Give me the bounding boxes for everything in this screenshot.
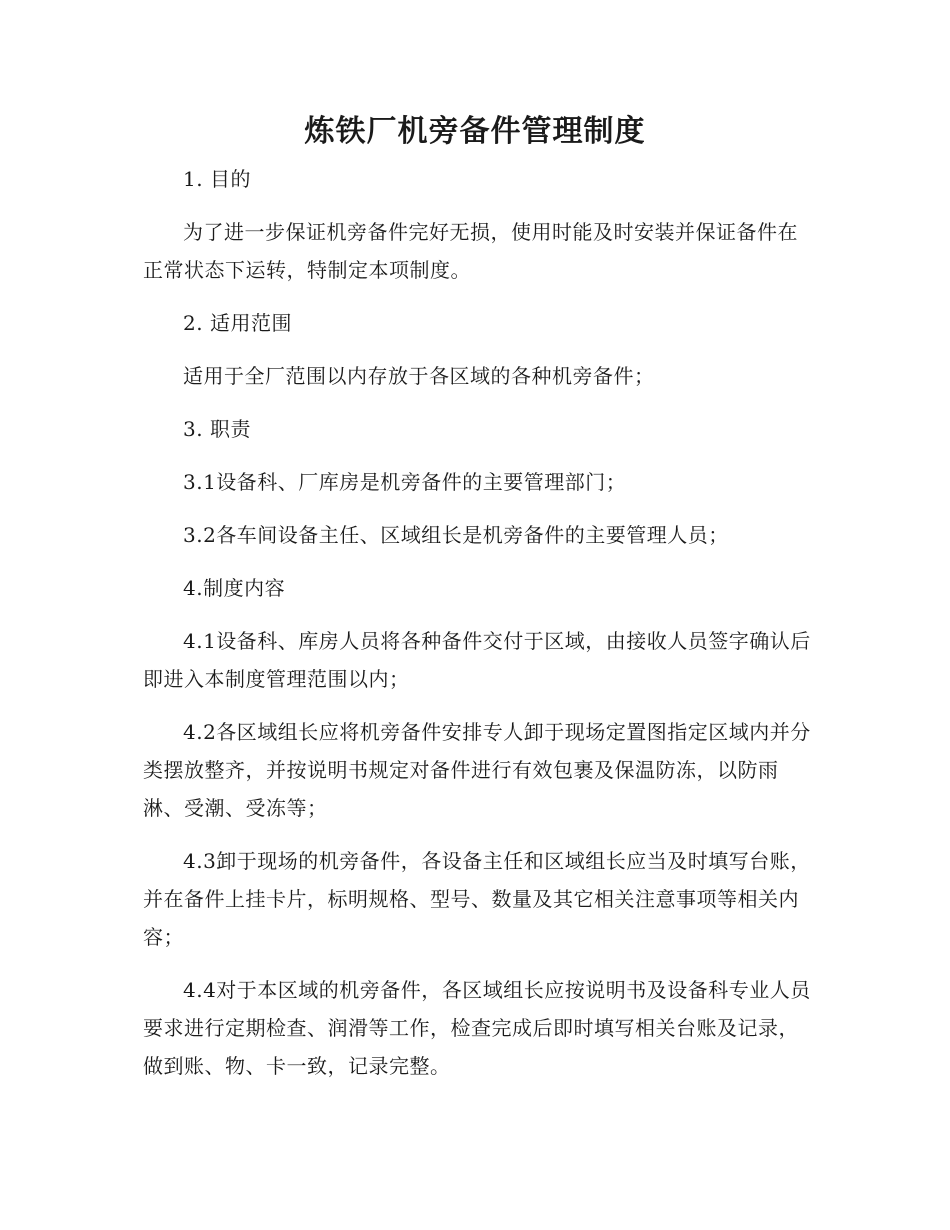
section-heading-purpose: 1. 目的 — [183, 167, 251, 191]
section-heading-content: 4.制度内容 — [183, 576, 286, 600]
paragraph-responsibility-3-1: 3.1设备科、厂库房是机旁备件的主要管理部门； — [183, 470, 627, 494]
document-body — [143, 160, 815, 1100]
section-heading-scope: 2. 适用范围 — [183, 311, 292, 335]
section-heading-responsibilities: 3. 职责 — [183, 417, 251, 441]
paragraph-content-4-3: 4.3卸于现场的机旁备件，各设备主任和区域组长应当及时填写台账，并在备件上挂卡片，标明规格、型号、数量及其它相关注意事项等相关内容； — [143, 849, 811, 949]
document-title: 炼铁厂机旁备件管理制度 — [304, 114, 646, 149]
paragraph-content-4-2: 4.2各区域组长应将机旁备件安排专人卸于现场定置图指定区域内并分类摆放整齐，并按说明书规定对备件进行有效包裹及保温防冻，以防雨淋、受潮、受冻等； — [143, 720, 811, 820]
paragraph-content-4-1: 4.1设备科、库房人员将各种备件交付于区域，由接收人员签字确认后即进入本制度管理范围以内； — [143, 629, 811, 691]
paragraph-content-4-4: 4.4对于本区域的机旁备件，各区域组长应按说明书及设备科专业人员要求进行定期检查、润滑等工作，检查完成后即时填写相关台账及记录，做到账、物、卡一致，记录完整。 — [143, 978, 811, 1078]
paragraph-scope: 适用于全厂范围以内存放于各区域的各种机旁备件； — [183, 364, 655, 388]
paragraph-purpose: 为了进一步保证机旁备件完好无损，使用时能及时安装并保证备件在正常状态下运转，特制定本项制度。 — [143, 220, 798, 282]
paragraph-responsibility-3-2: 3.2各车间设备主任、区域组长是机旁备件的主要管理人员； — [183, 523, 729, 547]
